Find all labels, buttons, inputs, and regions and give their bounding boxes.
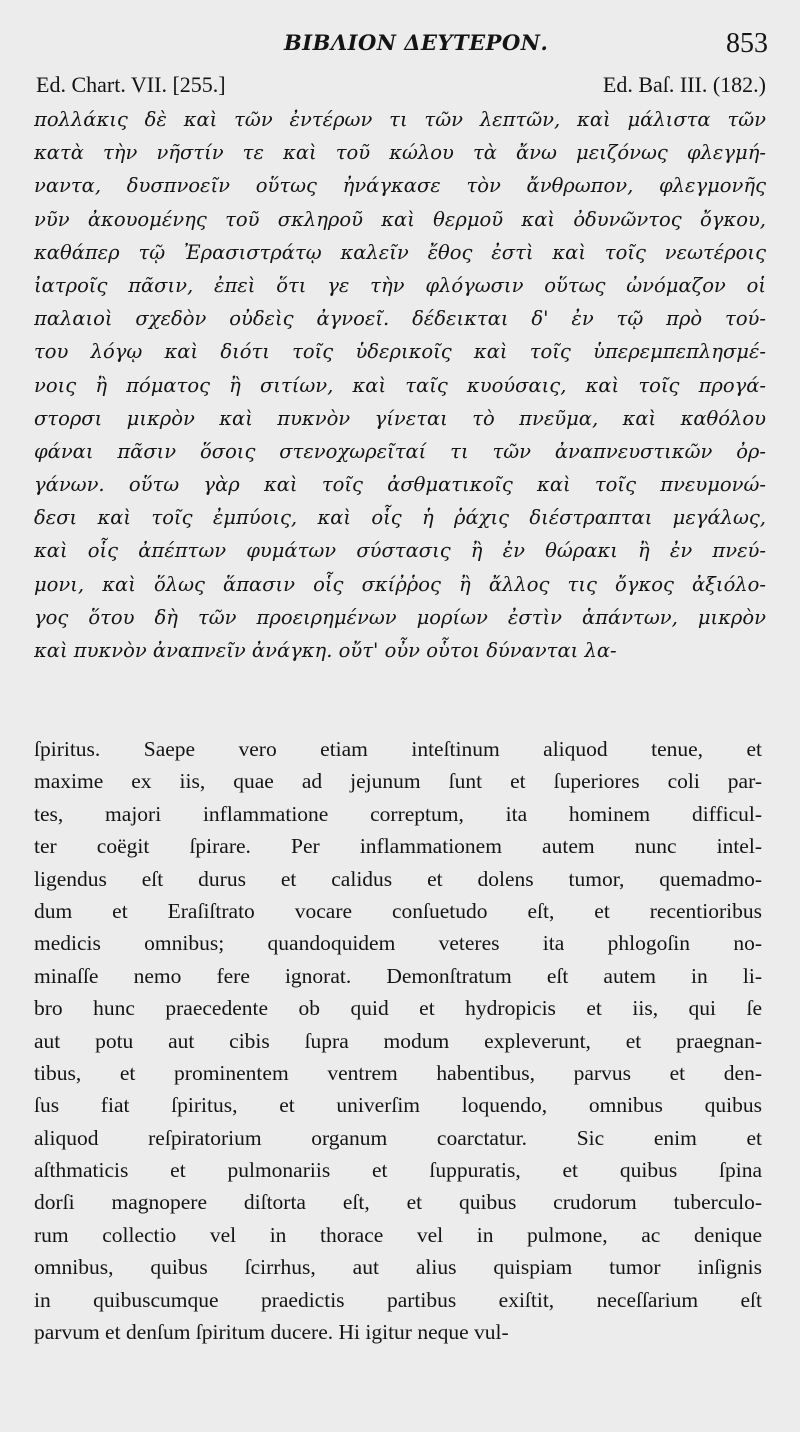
- latin-text-line: aſthmaticis et pulmonariis et ſuppuratis, et quibus ſpina: [34, 1158, 762, 1183]
- greek-text-line: νῦν ἀκουομένης τοῦ σκληροῦ καὶ θερμοῦ καὶ ὀδυνῶντος ὄγκου,: [34, 207, 766, 231]
- greek-text-line: γος ὅτου δὴ τῶν προειρημένων μορίων ἐστὶν ἁπάντων, μικρὸν: [34, 605, 766, 629]
- greek-text-line: ναντα, δυσπνοεῖν οὕτως ἠνάγκασε τὸν ἄνθρωπον, φλεγμονῆς: [34, 174, 766, 198]
- running-header: [0, 28, 800, 68]
- latin-text-line: rum collectio vel in thorace vel in pulmone, ac denique: [34, 1222, 762, 1247]
- greek-text-line: μονι, καὶ ὅλως ἅπασιν οἷς σκίῤῥος ἢ ἄλλος τις ὄγκος ἀξιόλο-: [34, 572, 766, 596]
- latin-text-line: maxime ex iis, quae ad jejunum ſunt et ſuperiores coli par-: [34, 769, 762, 794]
- edition-reference-chartier: Ed. Chart. VII. [255.]: [36, 72, 226, 97]
- latin-text-line: in quibuscumque praedictis partibus exiſtit, neceſſarium eſt: [34, 1287, 762, 1312]
- latin-text-line: tes, majori inflammatione correptum, ita hominem difficul-: [34, 801, 762, 826]
- greek-text-line: καὶ οἷς ἀπέπτων φυμάτων σύστασις ἢ ἐν θώρακι ἢ ἐν πνεύ-: [34, 539, 766, 563]
- greek-text-line: πολλάκις δὲ καὶ τῶν ἐντέρων τι τῶν λεπτῶν, καὶ μάλιστα τῶν: [34, 108, 766, 131]
- greek-text-line: ἰατροῖς πᾶσιν, ἐπεὶ ὅτι γε τὴν φλόγωσιν οὕτως ὠνόμαζον οἱ: [34, 273, 766, 297]
- page-number: 853: [726, 28, 768, 59]
- edition-reference-line: [36, 72, 766, 100]
- latin-text-line: minaſſe nemo fere ignorat. Demonſtratum eſt autem in li-: [34, 963, 762, 988]
- latin-text-line: omnibus, quibus ſcirrhus, aut alius quispiam tumor inſignis: [34, 1255, 762, 1280]
- greek-text-line: καθάπερ τῷ Ἐρασιστράτῳ καλεῖν ἔθος ἐστὶ καὶ τοῖς νεωτέροις: [34, 240, 766, 264]
- latin-text-line: bro hunc praecedente ob quid et hydropicis et iis, qui ſe: [34, 996, 762, 1021]
- latin-text-line: ter coëgit ſpirare. Per inflammationem autem nunc intel-: [34, 834, 762, 859]
- greek-text-line: παλαιοὶ σχεδὸν οὐδεὶς ἀγνοεῖ. δέδεικται δ' ἐν τῷ πρὸ τού-: [34, 307, 766, 331]
- latin-text-line: ligendus eſt durus et calidus et dolens tumor, quemadmo-: [34, 866, 762, 891]
- edition-reference-basel: Ed. Baſ. III. (182.): [602, 72, 766, 97]
- latin-text-line: dorſi magnopere diſtorta eſt, et quibus crudorum tuberculo-: [34, 1190, 762, 1215]
- greek-text-line: δεσι καὶ τοῖς ἐμπύοις, καὶ οἷς ἡ ῥάχις διέστραπται μεγάλως,: [34, 506, 766, 530]
- latin-text-line: dum et Eraſiſtrato vocare conſuetudo eſt, et recentioribus: [34, 898, 762, 923]
- latin-text-line: medicis omnibus; quandoquidem veteres ita phlogoſin no-: [34, 931, 762, 956]
- greek-text-line: του λόγῳ καὶ διότι τοῖς ὑδερικοῖς καὶ τοῖς ὑπερεμπεπλησμέ-: [34, 340, 766, 364]
- latin-text-line: aliquod reſpiratorium organum coarctatur. Sic enim et: [34, 1125, 762, 1150]
- greek-text-line: φάναι πᾶσιν ὅσοις στενοχωρεῖταί τι τῶν ἀναπνευστικῶν ὀρ-: [34, 439, 766, 463]
- latin-text-line: ſpiritus. Saepe vero etiam inteſtinum aliquod tenue, et: [34, 737, 762, 761]
- latin-text-line: aut potu aut cibis ſupra modum expleverunt, et praegnan-: [34, 1028, 762, 1053]
- greek-text-line: νοις ἢ πόματος ἢ σιτίων, καὶ ταῖς κυούσαις, καὶ τοῖς προγά-: [34, 373, 766, 397]
- greek-text-line: γάνων. οὕτω γὰρ καὶ τοῖς ἀσθματικοῖς καὶ τοῖς πνευμονώ-: [34, 473, 766, 497]
- latin-text-line: tibus, et prominentem ventrem habentibus, parvus et den-: [34, 1060, 762, 1085]
- greek-text-line: καὶ πυκνὸν ἀναπνεῖν ἀνάγκη. οὔτ' οὖν οὗτοι δύνανται λα-: [34, 639, 617, 662]
- greek-text-block: [34, 103, 766, 667]
- greek-text-line: κατὰ τὴν νῆστίν τε καὶ τοῦ κώλου τὰ ἄνω μειζόνως φλεγμή-: [34, 141, 766, 165]
- latin-text-line: ſus fiat ſpiritus, et univerſim loquendo, omnibus quibus: [34, 1093, 762, 1118]
- latin-translation-block: [34, 733, 762, 1348]
- latin-text-line: parvum et denſum ſpiritum ducere. Hi igitur neque vul-: [34, 1320, 509, 1345]
- book-title: ΒΙΒΛΙΟΝ ΔΕΥΤΕΡΟΝ.: [284, 30, 549, 55]
- greek-text-line: στορσι μικρὸν καὶ πυκνὸν γίνεται τὸ πνεῦμα, καὶ καθόλου: [34, 406, 766, 430]
